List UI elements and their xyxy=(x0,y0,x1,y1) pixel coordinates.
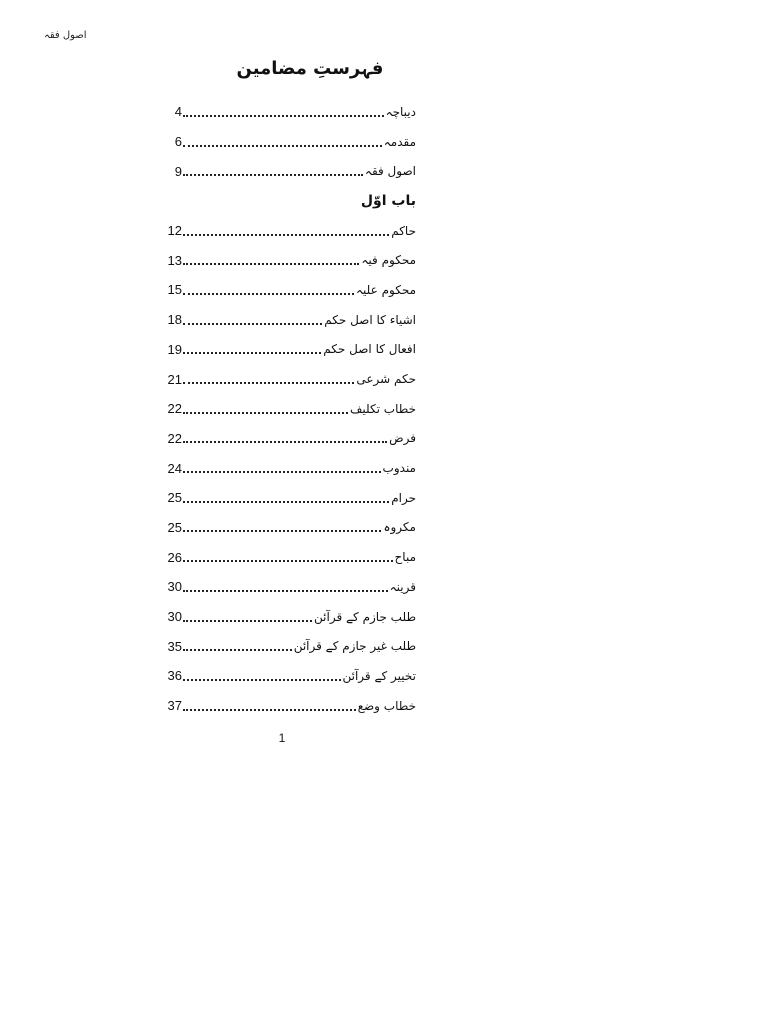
dot-leader xyxy=(183,520,381,532)
toc-entry-label: مکروہ xyxy=(383,520,416,535)
toc-entry xyxy=(158,275,416,305)
toc-entry xyxy=(158,364,416,394)
toc-entry-label: افعال کا اصل حکم xyxy=(323,342,416,357)
dot-leader xyxy=(183,164,363,176)
toc-page-number: 24 xyxy=(167,460,182,476)
toc-page-number: 19 xyxy=(167,341,182,357)
toc-entry xyxy=(158,424,416,454)
section-heading: باب اوّل xyxy=(360,192,416,209)
toc-page-number: 37 xyxy=(167,698,182,714)
toc-entry-label: طلب غیر جازم کے قرآئن xyxy=(293,639,416,654)
toc-entry xyxy=(158,661,416,691)
toc-entry xyxy=(158,542,416,572)
dot-leader xyxy=(183,580,388,592)
toc-entry-label: محکوم فیہ xyxy=(361,253,416,268)
toc-entry xyxy=(158,186,416,216)
dot-leader xyxy=(183,105,384,117)
toc-entry xyxy=(158,305,416,335)
toc-entry xyxy=(158,453,416,483)
toc-entry xyxy=(158,335,416,365)
toc-page-number: 36 xyxy=(167,668,182,684)
toc-page-number: 35 xyxy=(167,638,182,654)
toc-entry xyxy=(158,97,416,127)
dot-leader xyxy=(183,402,348,414)
dot-leader xyxy=(183,313,322,325)
dot-leader xyxy=(183,283,354,295)
toc-page-number: 18 xyxy=(167,312,182,328)
toc-page-number: 30 xyxy=(167,579,182,595)
toc-page-number: 15 xyxy=(167,282,182,298)
toc-entry xyxy=(158,483,416,513)
page-title: فہرستِ مضامین xyxy=(236,58,384,79)
dot-leader xyxy=(183,491,389,503)
dot-leader xyxy=(183,610,312,622)
toc-entry xyxy=(158,127,416,157)
toc-entry xyxy=(158,245,416,275)
toc-page-number: 9 xyxy=(174,163,182,179)
toc-entry xyxy=(158,156,416,186)
toc-entry xyxy=(158,216,416,246)
toc-entry-label: مباح xyxy=(394,550,416,565)
toc-page-number: 25 xyxy=(167,490,182,506)
page-number: 1 xyxy=(278,731,286,745)
toc-entry-label: حرام xyxy=(391,490,416,505)
toc-entry-label: دیباچہ xyxy=(385,104,416,119)
toc-page-number: 22 xyxy=(167,430,182,446)
toc-entry xyxy=(158,602,416,632)
dot-leader xyxy=(183,342,321,354)
dot-leader xyxy=(183,699,356,711)
dot-leader xyxy=(183,550,393,562)
toc-entry xyxy=(158,691,416,721)
dot-leader xyxy=(183,135,382,147)
toc-page-number: 12 xyxy=(167,223,182,239)
toc-entry-label: طلب جازم کے قرآئن xyxy=(314,609,416,624)
dot-leader xyxy=(183,253,359,265)
toc-entry-label: حکم شرعی xyxy=(356,372,416,387)
toc-page-number: 26 xyxy=(167,549,182,565)
toc-page-number: 13 xyxy=(167,252,182,268)
toc-entry-label: تخییر کے قرآئن xyxy=(342,668,416,683)
toc-entry-label: اشیاء کا اصل حکم xyxy=(324,312,416,327)
toc-entry-label: اصول فقہ xyxy=(364,164,416,179)
toc-entry-label: مندوب xyxy=(382,461,416,476)
running-header: اصول فقہ xyxy=(44,30,87,41)
dot-leader xyxy=(183,372,354,384)
dot-leader xyxy=(183,639,292,651)
toc-page-number: 30 xyxy=(167,609,182,625)
toc-entry-label: حاکم xyxy=(391,223,416,238)
table-of-contents xyxy=(158,97,416,720)
dot-leader xyxy=(183,431,387,443)
toc-entry-label: فرض xyxy=(389,431,416,446)
toc-entry-label: خطاب تکلیف xyxy=(349,401,416,416)
dot-leader xyxy=(183,669,341,681)
toc-entry xyxy=(158,631,416,661)
toc-entry-label: محکوم علیہ xyxy=(355,282,416,297)
toc-entry-label: مقدمہ xyxy=(383,134,416,149)
toc-entry xyxy=(158,394,416,424)
toc-page-number: 4 xyxy=(174,104,182,120)
toc-page-number: 21 xyxy=(167,371,182,387)
toc-entry xyxy=(158,572,416,602)
toc-entry xyxy=(158,513,416,543)
toc-page-number: 22 xyxy=(167,401,182,417)
toc-entry-label: خطاب وضع xyxy=(357,698,416,713)
toc-page-number: 6 xyxy=(174,134,182,150)
toc-entry-label: قرینہ xyxy=(389,579,416,594)
dot-leader xyxy=(183,224,389,236)
dot-leader xyxy=(183,461,381,473)
toc-page-number: 25 xyxy=(167,519,182,535)
